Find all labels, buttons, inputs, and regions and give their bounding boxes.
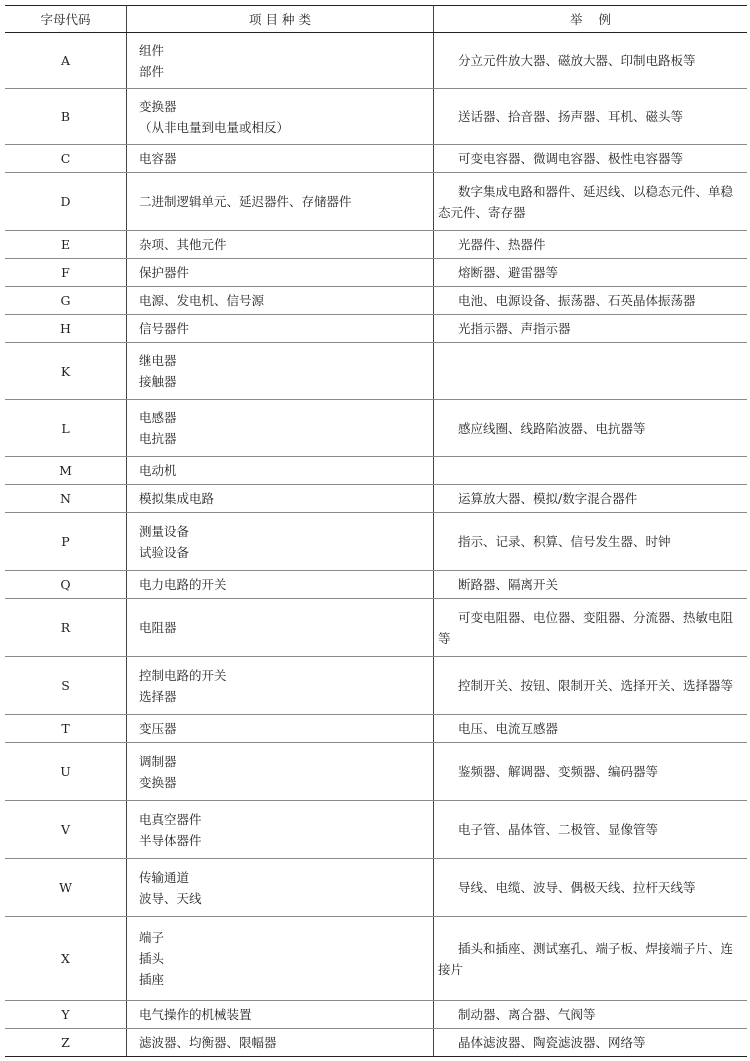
item-type-cell [127, 1029, 434, 1057]
example-text: 光指示器、声指示器 [458, 321, 571, 336]
item-type-line: 传输通道 [139, 869, 190, 885]
item-type-line: 电阻器 [139, 620, 177, 635]
item-type-cell [127, 485, 434, 513]
table-row [5, 287, 747, 315]
item-type-line: 试验设备 [139, 544, 190, 560]
table-row [5, 259, 747, 287]
item-type-line: 电气操作的机械装置 [139, 1007, 252, 1022]
header-row [5, 6, 747, 33]
item-type-line: 滤波器、均衡器、限幅器 [139, 1035, 277, 1050]
letter-code-cell: S [5, 657, 127, 715]
letter-code-cell: B [5, 89, 127, 145]
table-row [5, 743, 747, 801]
table-body [5, 33, 747, 1057]
item-type-cell [127, 1001, 434, 1029]
item-type-cell [127, 343, 434, 400]
letter-code-cell: G [5, 287, 127, 315]
example-cell [434, 485, 748, 513]
example-text: 分立元件放大器、磁放大器、印制电路板等 [458, 53, 696, 68]
example-text: 晶体滤波器、陶瓷滤波器、网络等 [458, 1035, 646, 1050]
example-cell [434, 400, 748, 457]
example-text: 断路器、隔离开关 [458, 577, 559, 592]
letter-code-cell: E [5, 231, 127, 259]
item-type-line: 电感器 [139, 410, 177, 425]
item-type-cell [127, 599, 434, 657]
item-type-line: 电动机 [139, 463, 177, 478]
example-text: 运算放大器、模拟/数字混合器件 [458, 491, 638, 506]
example-cell [434, 173, 748, 231]
letter-code-cell: W [5, 859, 127, 917]
table-row [5, 457, 747, 485]
example-text: 电子管、晶体管、二极管、显像管等 [458, 822, 659, 837]
item-type-line: 杂项、其他元件 [139, 237, 227, 252]
table-row [5, 1001, 747, 1029]
item-type-cell [127, 89, 434, 145]
example-cell [434, 1001, 748, 1029]
example-text: 制动器、离合器、气阀等 [458, 1007, 596, 1022]
item-type-cell [127, 859, 434, 917]
table-row [5, 89, 747, 145]
item-type-line: 插座 [139, 972, 165, 987]
item-type-cell [127, 259, 434, 287]
example-cell [434, 599, 748, 657]
example-cell [434, 287, 748, 315]
letter-code-cell: Q [5, 571, 127, 599]
example-cell [434, 343, 748, 400]
item-type-cell [127, 315, 434, 343]
table-row [5, 859, 747, 917]
item-type-cell [127, 287, 434, 315]
item-type-line: 端子 [139, 930, 165, 945]
letter-code-cell: D [5, 173, 127, 231]
letter-code-cell: H [5, 315, 127, 343]
example-cell [434, 457, 748, 485]
example-text: 控制开关、按钮、限制开关、选择开关、选择器等 [458, 678, 734, 693]
table-row [5, 1029, 747, 1057]
example-text: 数字集成电路和器件、延迟线、以稳态元件、单稳态元件、寄存器 [438, 183, 734, 220]
letter-code-cell: C [5, 145, 127, 173]
item-type-line: 调制器 [139, 753, 177, 769]
example-cell [434, 259, 748, 287]
example-text: 导线、电缆、波导、偶极天线、拉杆天线等 [458, 880, 696, 895]
table-row [5, 315, 747, 343]
example-cell [434, 715, 748, 743]
example-text: 送话器、拾音器、扬声器、耳机、磁头等 [458, 109, 684, 124]
item-type-line: 信号器件 [139, 321, 190, 336]
item-type-cell [127, 400, 434, 457]
example-cell [434, 231, 748, 259]
example-cell [434, 859, 748, 917]
item-type-line: （从非电量到电量或相反） [139, 119, 290, 135]
example-text: 光器件、热器件 [458, 237, 546, 252]
item-type-line: 继电器 [139, 353, 177, 368]
letter-code-cell: V [5, 801, 127, 859]
letter-code-cell: R [5, 599, 127, 657]
item-type-cell [127, 917, 434, 1001]
example-text: 电池、电源设备、振荡器、石英晶体振荡器 [458, 293, 696, 308]
header-item-type: 项 目 种 类 [127, 6, 434, 33]
item-type-line: 保护器件 [139, 265, 190, 280]
letter-code-cell: X [5, 917, 127, 1001]
table-row [5, 599, 747, 657]
header-code: 字母代码 [5, 6, 127, 33]
example-text: 电压、电流互感器 [458, 721, 559, 736]
table-row [5, 657, 747, 715]
item-type-line: 变换器 [139, 98, 177, 114]
example-text: 可变电阻器、电位器、变阻器、分流器、热敏电阻等 [438, 609, 734, 646]
item-type-line: 电容器 [139, 151, 177, 166]
table-row [5, 400, 747, 457]
letter-code-cell: U [5, 743, 127, 801]
item-type-line: 变换器 [139, 774, 177, 790]
example-cell [434, 315, 748, 343]
item-type-cell [127, 145, 434, 173]
letter-code-cell: P [5, 513, 127, 571]
item-type-cell [127, 513, 434, 571]
example-cell [434, 917, 748, 1001]
table-row [5, 513, 747, 571]
example-text: 指示、记录、积算、信号发生器、时钟 [458, 534, 671, 549]
item-type-cell [127, 173, 434, 231]
item-type-cell [127, 657, 434, 715]
table-row [5, 145, 747, 173]
table-row [5, 715, 747, 743]
letter-code-cell: T [5, 715, 127, 743]
item-type-cell [127, 743, 434, 801]
example-text: 熔断器、避雷器等 [458, 265, 559, 280]
item-type-line: 变压器 [139, 721, 177, 736]
letter-code-cell: K [5, 343, 127, 400]
letter-code-table [5, 5, 747, 1057]
item-type-cell [127, 571, 434, 599]
table-header [5, 6, 747, 33]
item-type-line: 电力电路的开关 [139, 577, 227, 592]
item-type-line: 电源、发电机、信号源 [139, 293, 265, 308]
item-type-line: 插头 [139, 951, 165, 966]
item-type-line: 测量设备 [139, 523, 190, 539]
item-type-cell [127, 33, 434, 89]
item-type-line: 控制电路的开关 [139, 667, 227, 683]
item-type-cell [127, 457, 434, 485]
item-type-line: 选择器 [139, 688, 177, 704]
example-cell [434, 1029, 748, 1057]
example-cell [434, 801, 748, 859]
letter-code-cell: A [5, 33, 127, 89]
header-example: 举 例 [434, 6, 748, 33]
item-type-line: 组件 [139, 42, 165, 58]
letter-code-cell: M [5, 457, 127, 485]
example-text: 可变电容器、微调电容器、极性电容器等 [458, 151, 684, 166]
example-cell [434, 571, 748, 599]
example-text: 感应线圈、线路陷波器、电抗器等 [458, 420, 646, 436]
item-type-cell [127, 801, 434, 859]
example-cell [434, 33, 748, 89]
item-type-line: 电真空器件 [139, 811, 202, 827]
table-row [5, 485, 747, 513]
table-row [5, 173, 747, 231]
item-type-line: 波导、天线 [139, 890, 202, 906]
table-row [5, 231, 747, 259]
letter-code-cell: Z [5, 1029, 127, 1057]
example-cell [434, 743, 748, 801]
item-type-line: 部件 [139, 63, 165, 79]
example-cell [434, 513, 748, 571]
item-type-cell [127, 715, 434, 743]
example-text: 插头和插座、测试塞孔、端子板、焊接端子片、连接片 [438, 940, 734, 977]
item-type-cell [127, 231, 434, 259]
table-row [5, 343, 747, 400]
table-row [5, 801, 747, 859]
item-type-line: 二进制逻辑单元、延迟器件、存储器件 [139, 194, 352, 209]
item-type-line: 模拟集成电路 [139, 491, 215, 506]
letter-code-cell: N [5, 485, 127, 513]
letter-code-cell: F [5, 259, 127, 287]
letter-code-cell: Y [5, 1001, 127, 1029]
example-cell [434, 145, 748, 173]
item-type-line: 半导体器件 [139, 832, 202, 848]
example-text: 鉴频器、解调器、变频器、编码器等 [458, 764, 659, 779]
item-type-line: 电抗器 [139, 431, 177, 446]
table-row [5, 917, 747, 1001]
example-cell [434, 89, 748, 145]
item-type-line: 接触器 [139, 374, 177, 389]
example-cell [434, 657, 748, 715]
table-row [5, 33, 747, 89]
letter-code-cell: L [5, 400, 127, 457]
table-row [5, 571, 747, 599]
